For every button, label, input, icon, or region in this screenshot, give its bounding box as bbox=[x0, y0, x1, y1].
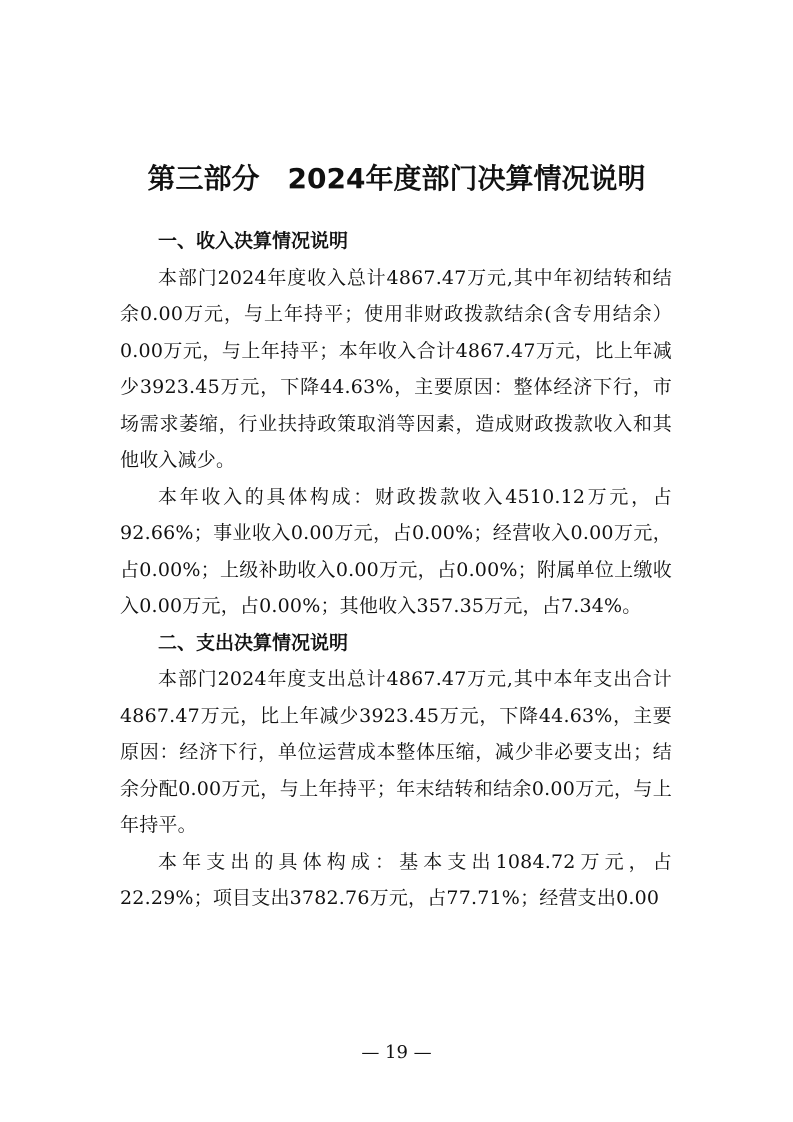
paragraph: 本年收入的具体构成：财政拨款收入4510.12万元，占92.66%；事业收入0.00万元，占0.00%；经营收入0.00万元，占0.00%；上级补助收入0.00万元，占0.00%；附属单位上缴收入0.00万元，占0.00%；其他收入357.35万元，占7.34%。 bbox=[120, 485, 672, 617]
page-title: 第三部分 2024年度部门决算情况说明 bbox=[147, 161, 646, 195]
paragraph: 本部门2024年度收入总计4867.47万元,其中年初结转和结余0.00万元，与上年持平；使用非财政拨款结余(含专用结余）0.00万元，与上年持平；本年收入合计4867.47万元，比上年减少3923.45万元，下降44.63%，主要原因：整体经济下行，市场需求萎缩，行业扶持政策取消等因素，造成财政拨款收入和其他收入减少。 bbox=[120, 266, 672, 471]
section-heading-expenditure: 二、支出决算情况说明 bbox=[158, 631, 349, 654]
income-section bbox=[120, 223, 672, 625]
expenditure-section bbox=[120, 625, 672, 917]
page-number: — 19 — bbox=[361, 1042, 432, 1063]
paragraph: 本部门2024年度支出总计4867.47万元,其中本年支出合计4867.47万元，比上年减少3923.45万元，下降44.63%，主要原因：经济下行，单位运营成本整体压缩，减少非必要支出；结余分配0.00万元，与上年持平；年末结转和结余0.00万元，与上年持平。 bbox=[120, 668, 672, 836]
document-body bbox=[120, 223, 672, 917]
section-heading-income: 一、收入决算情况说明 bbox=[158, 230, 349, 252]
paragraph: 本年支出的具体构成：基本支出1084.72万元，占22.29%；项目支出3782.76万元，占77.71%；经营支出0.00 bbox=[120, 850, 672, 909]
